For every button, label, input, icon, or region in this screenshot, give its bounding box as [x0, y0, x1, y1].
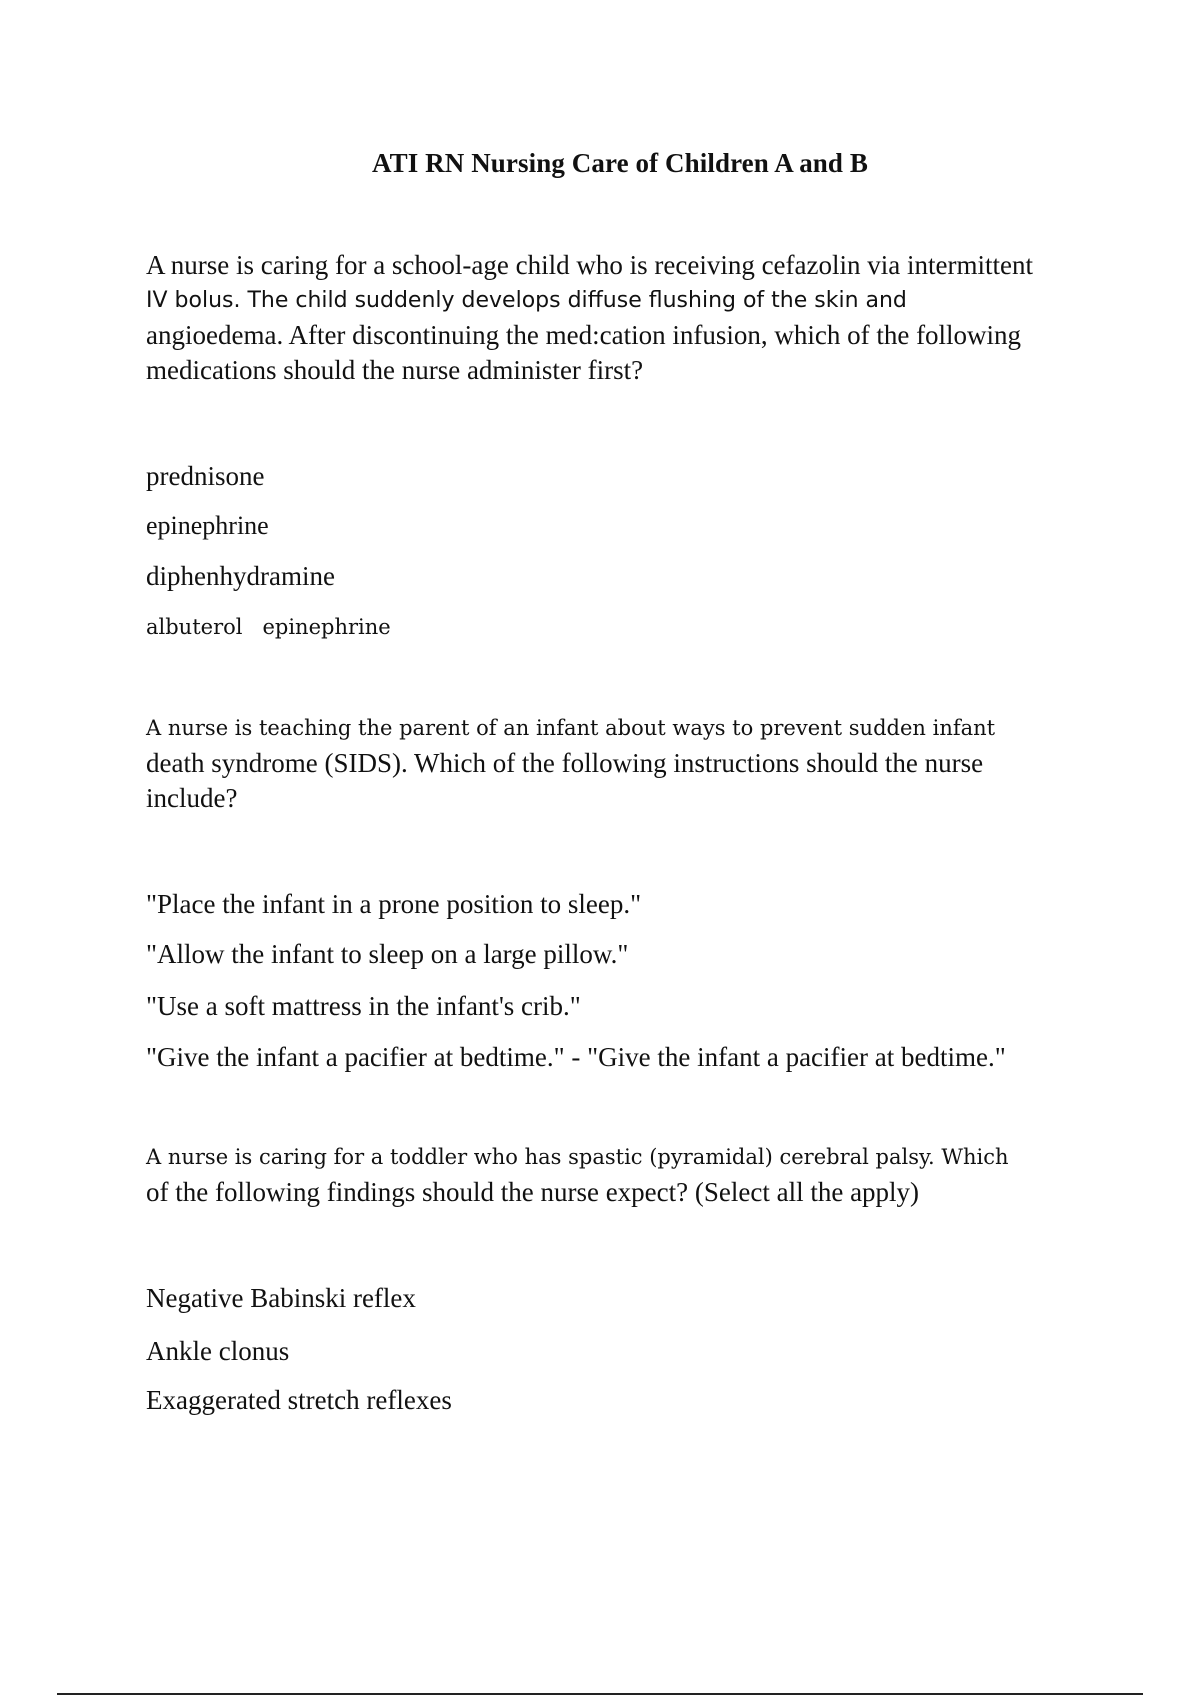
question-1-stem-line-2: IV bolus. The child suddenly develops diffuse flushing of the skin and: [146, 288, 907, 313]
question-2-option-d: "Give the infant a pacifier at bedtime.": [146, 1042, 565, 1072]
document-title: ATI RN Nursing Care of Children A and B: [372, 148, 868, 178]
question-1-option-b: epinephrine: [146, 511, 269, 540]
question-2-answer-separator: -: [564, 1042, 588, 1072]
question-2-answer: "Give the infant a pacifier at bedtime.": [587, 1042, 1006, 1072]
question-1-option-d-row: [146, 610, 391, 644]
question-3-option-b: Ankle clonus: [146, 1336, 290, 1366]
question-1-stem-line-1: A nurse is caring for a school-age child who is receiving cefazolin via intermittent: [146, 250, 1033, 280]
question-2-option-a: "Place the infant in a prone position to sleep.": [146, 889, 642, 919]
question-1-answer: epinephrine: [262, 615, 391, 639]
question-3-option-a: Negative Babinski reflex: [146, 1283, 416, 1313]
question-1-option-d: albuterol: [146, 615, 243, 639]
question-2-stem-line-1: A nurse is teaching the parent of an infant about ways to prevent sudden infant: [146, 716, 996, 740]
question-1-stem: [146, 248, 1086, 388]
question-3-stem: [146, 1140, 1086, 1210]
question-1-stem-line-4: medications should the nurse administer first?: [146, 355, 644, 385]
question-1-stem-line-3: angioedema. After discontinuing the med:cation infusion, which of the following: [146, 320, 1022, 350]
question-2-stem-line-3: include?: [146, 783, 238, 813]
question-3-option-c: Exaggerated stretch reflexes: [146, 1385, 452, 1415]
question-2-stem-line-2: death syndrome (SIDS). Which of the following instructions should the nurse: [146, 748, 984, 778]
question-2-option-b: "Allow the infant to sleep on a large pillow.": [146, 939, 629, 969]
question-1-option-a: prednisone: [146, 461, 265, 491]
question-2-option-c: "Use a soft mattress in the infant's crib.": [146, 991, 581, 1021]
question-2-stem: [146, 711, 1086, 816]
question-3-stem-line-1: A nurse is caring for a toddler who has spastic (pyramidal) cerebral palsy. Which: [146, 1145, 1009, 1169]
question-3-stem-line-2: of the following findings should the nurse expect? (Select all the apply): [146, 1177, 920, 1207]
question-2-option-d-row: [146, 1040, 1006, 1074]
question-1-option-c: diphenhydramine: [146, 561, 335, 591]
footer-rule: [57, 1693, 1143, 1695]
